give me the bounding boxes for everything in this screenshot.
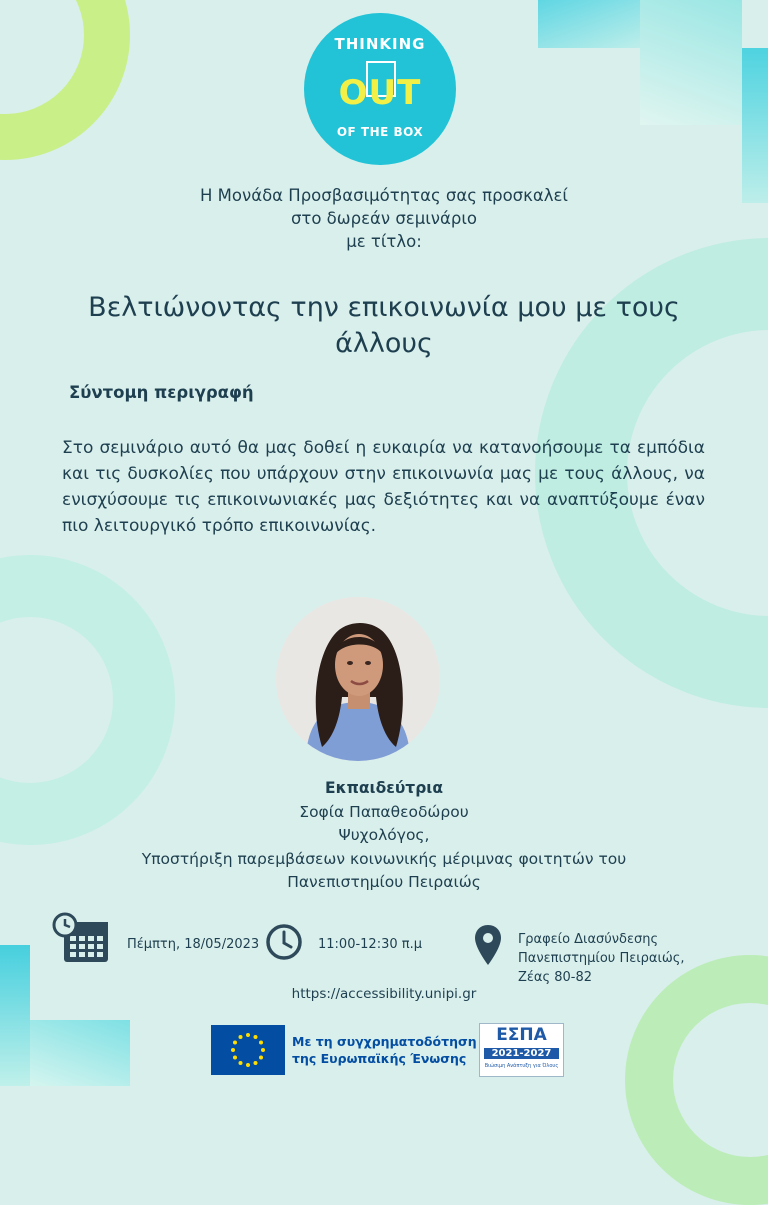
trainer-affiliation-line-2: Πανεπιστημίου Πειραιώς [287, 873, 481, 891]
deco-square-bottom-left-1 [0, 945, 30, 1086]
intro-text [0, 184, 768, 253]
trainer-heading: Εκπαιδεύτρια [325, 779, 443, 797]
event-location [518, 930, 685, 987]
intro-line-3: με τίτλο: [346, 232, 422, 251]
espa-years: 2021-2027 [484, 1048, 559, 1059]
trainer-portrait-illustration [276, 597, 440, 761]
description-text: Στο σεμινάριο αυτό θα μας δοθεί η ευκαιρία να κατανοήσουμε τα εμπόδια και τις δυσκολίες που υπάρχουν στην επικοινωνία μας με τους άλλους, να ενισχύσουμε τις επικοινωνιακές μας δεξιότητες και να αναπτύξουμε έναν πιο λειτουργικό τρόπο επικοινωνίας. [62, 438, 705, 536]
seminar-title [0, 290, 768, 362]
event-time: 11:00-12:30 π.μ [318, 937, 422, 952]
accessibility-url-link[interactable]: https://accessibility.unipi.gr [291, 986, 477, 1002]
intro-line-2: στο δωρεάν σεμινάριο [290, 209, 478, 228]
deco-square-bottom-left-2 [30, 1020, 130, 1086]
deco-square-top-right-2 [640, 0, 742, 125]
espa-title: ΕΣΠΑ [496, 1025, 547, 1045]
logo-line-3: OF THE BOX [336, 125, 424, 139]
event-location-line-1: Γραφείο Διασύνδεσης [518, 932, 659, 947]
event-location-line-3: Ζέας 80-82 [518, 970, 593, 985]
clock-icon [264, 922, 304, 962]
eu-cofunding-line-2: της Ευρωπαϊκής Ένωσης [292, 1051, 467, 1066]
location-pin-icon [474, 924, 502, 966]
trainer-affiliation-line-1: Υποστήριξη παρεμβάσεων κοινωνικής μέριμνας φοιτητών του [141, 849, 627, 868]
logo-line-1: THINKING [334, 35, 426, 53]
deco-ring-top-left [0, 0, 130, 160]
intro-line-1: Η Μονάδα Προσβασιμότητας σας προσκαλεί [200, 186, 568, 205]
seminar-title-line-2: άλλους [335, 328, 433, 359]
eu-flag-icon [211, 1025, 285, 1075]
deco-square-top-right-3 [742, 48, 768, 203]
eu-cofunding-line-1: Με τη συγχρηματοδότηση [292, 1034, 477, 1049]
logo-line-2: OUT [338, 73, 422, 113]
event-date: Πέμπτη, 18/05/2023 [127, 937, 260, 952]
event-location-line-2: Πανεπιστημίου Πειραιώς, [518, 951, 685, 966]
trainer-info [0, 777, 768, 895]
deco-square-top-right-1 [538, 0, 640, 48]
espa-tagline: Βιώσιμη Ανάπτυξη για Όλους [484, 1063, 559, 1069]
calendar-clock-icon [52, 912, 110, 964]
seminar-title-line-1: Βελτιώνοντας την επικοινωνία μου με τους [88, 292, 680, 323]
espa-logo [479, 1023, 564, 1077]
eu-cofunding-text [292, 1033, 477, 1067]
thinking-out-of-the-box-logo [304, 13, 456, 165]
trainer-name: Σοφία Παπαθεοδώρου [299, 802, 469, 821]
description-heading: Σύντομη περιγραφή [69, 383, 254, 402]
trainer-photo [276, 597, 440, 761]
trainer-role: Ψυχολόγος, [338, 826, 430, 844]
